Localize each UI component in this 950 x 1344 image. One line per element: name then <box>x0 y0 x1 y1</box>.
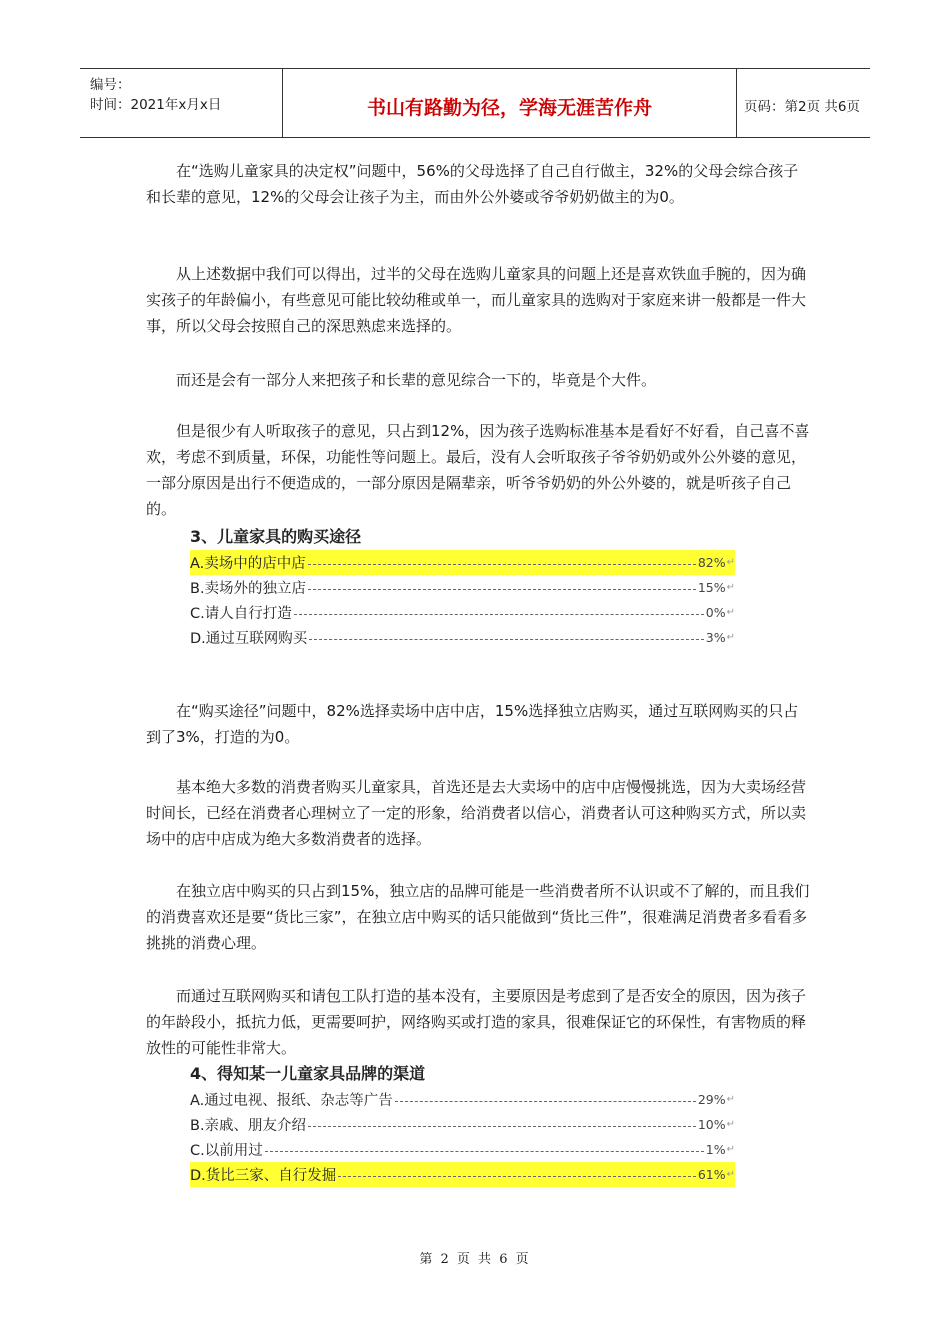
survey-option <box>190 1162 735 1187</box>
paragraph: 在独立店中购买的只占到15%，独立店的品牌可能是一些消费者所不认识或不了解的，而且我们的消费喜欢还是要“货比三家”，在独立店中购买的话只能做到“货比三件”，很难满足消费者多看看多挑挑的消费心理。 <box>146 882 810 952</box>
option-percent: 15% <box>697 580 726 595</box>
option-percent: 3% <box>705 630 726 645</box>
paragraph-mark-icon: ↵ <box>726 582 735 593</box>
date-label: 时间：2021年x月x日 <box>90 97 222 113</box>
paragraph-mark-icon: ↵ <box>726 557 735 568</box>
paragraph-mark-icon: ↵ <box>726 607 735 618</box>
option-percent: 10% <box>697 1117 726 1132</box>
leader-dashes <box>308 1126 696 1127</box>
survey-option <box>190 1112 735 1137</box>
option-percent: 82% <box>697 555 726 570</box>
survey-image-purchase-channel <box>190 524 735 650</box>
option-percent: 1% <box>705 1142 726 1157</box>
survey-title: 3、儿童家具的购买途径 <box>190 527 362 546</box>
survey-option <box>190 550 735 575</box>
option-percent: 0% <box>705 605 726 620</box>
survey-option <box>190 1137 735 1162</box>
header-meta <box>80 69 282 137</box>
option-label: C.以前用过 <box>190 1143 263 1159</box>
page-number: 页码：第2页 共6页 <box>744 99 860 115</box>
leader-dashes <box>265 1151 704 1152</box>
leader-dashes <box>308 589 696 590</box>
paragraph: 在“选购儿童家具的决定权”问题中，56%的父母选择了自己自行做主，32%的父母会综合孩子和长辈的意见，12%的父母会让孩子为主，而由外公外婆或爷爷奶奶做主的为0。 <box>146 162 799 206</box>
option-label: B.卖场外的独立店 <box>190 581 307 597</box>
paragraph-mark-icon: ↵ <box>726 632 735 643</box>
number-label: 编号： <box>90 77 131 93</box>
paragraph-mark-icon: ↵ <box>726 1144 735 1155</box>
survey-option <box>190 625 735 650</box>
leader-dashes <box>338 1176 696 1177</box>
page-footer: 第 2 页 共 6 页 <box>419 1252 531 1267</box>
header-motto-cell <box>282 69 737 137</box>
leader-dashes <box>294 614 704 615</box>
survey-option <box>190 575 735 600</box>
option-label: D.货比三家、自行发掘 <box>190 1168 337 1184</box>
paragraph-mark-icon: ↵ <box>726 1119 735 1130</box>
option-label: B.亲戚、朋友介绍 <box>190 1118 307 1134</box>
survey-option <box>190 1087 735 1112</box>
leader-dashes <box>395 1101 696 1102</box>
option-label: A.卖场中的店中店 <box>190 556 306 572</box>
paragraph: 而通过互联网购买和请包工队打造的基本没有，主要原因是考虑到了是否安全的原因，因为孩子的年龄段小，抵抗力低，更需要呵护，网络购买或打造的家具，很难保证它的环保性，有害物质的释放性的可能性非常大。 <box>146 987 807 1057</box>
option-percent: 29% <box>697 1092 726 1107</box>
option-label: A.通过电视、报纸、杂志等广告 <box>190 1093 393 1109</box>
header-page-cell <box>736 69 870 137</box>
leader-dashes <box>308 564 696 565</box>
option-label: D.通过互联网购买 <box>190 631 308 647</box>
leader-dashes <box>309 639 703 640</box>
paragraph: 而还是会有一部分人来把孩子和长辈的意见综合一下的，毕竟是个大件。 <box>176 371 657 389</box>
paragraph: 在“购买途径”问题中，82%选择卖场中店中店，15%选择独立店购买，通过互联网购买的只占到了3%，打造的为0。 <box>146 702 799 746</box>
motto: 书山有路勤为径，学海无涯苦作舟 <box>366 97 652 119</box>
paragraph: 但是很少有人听取孩子的意见，只占到12%，因为孩子选购标准基本是看好不好看，自己喜不喜欢，考虑不到质量，环保，功能性等问题上。最后，没有人会听取孩子爷爷奶奶或外公外婆的意见，一部分原因是出行不便造成的，一部分原因是隔辈亲，听爷爷奶奶的外公外婆的，就是听孩子自己的。 <box>146 422 810 518</box>
paragraph: 基本绝大多数的消费者购买儿童家具，首选还是去大卖场中的店中店慢慢挑选，因为大卖场经营时间长，已经在消费者心理树立了一定的形象，给消费者以信心，消费者认可这种购买方式，所以卖场中的店中店成为绝大多数消费者的选择。 <box>146 778 807 848</box>
option-percent: 61% <box>697 1167 726 1182</box>
option-label: C.请人自行打造 <box>190 606 292 622</box>
survey-title: 4、得知某一儿童家具品牌的渠道 <box>190 1064 426 1083</box>
paragraph-mark-icon: ↵ <box>726 1169 735 1180</box>
paragraph: 从上述数据中我们可以得出，过半的父母在选购儿童家具的问题上还是喜欢铁血手腕的，因为确实孩子的年龄偏小，有些意见可能比较幼稚或单一，而儿童家具的选购对于家庭来讲一般都是一件大事，所以父母会按照自己的深思熟虑来选择的。 <box>146 265 807 335</box>
paragraph-mark-icon: ↵ <box>726 1094 735 1105</box>
page-header <box>80 68 870 138</box>
survey-option <box>190 600 735 625</box>
survey-image-brand-source <box>190 1061 735 1187</box>
